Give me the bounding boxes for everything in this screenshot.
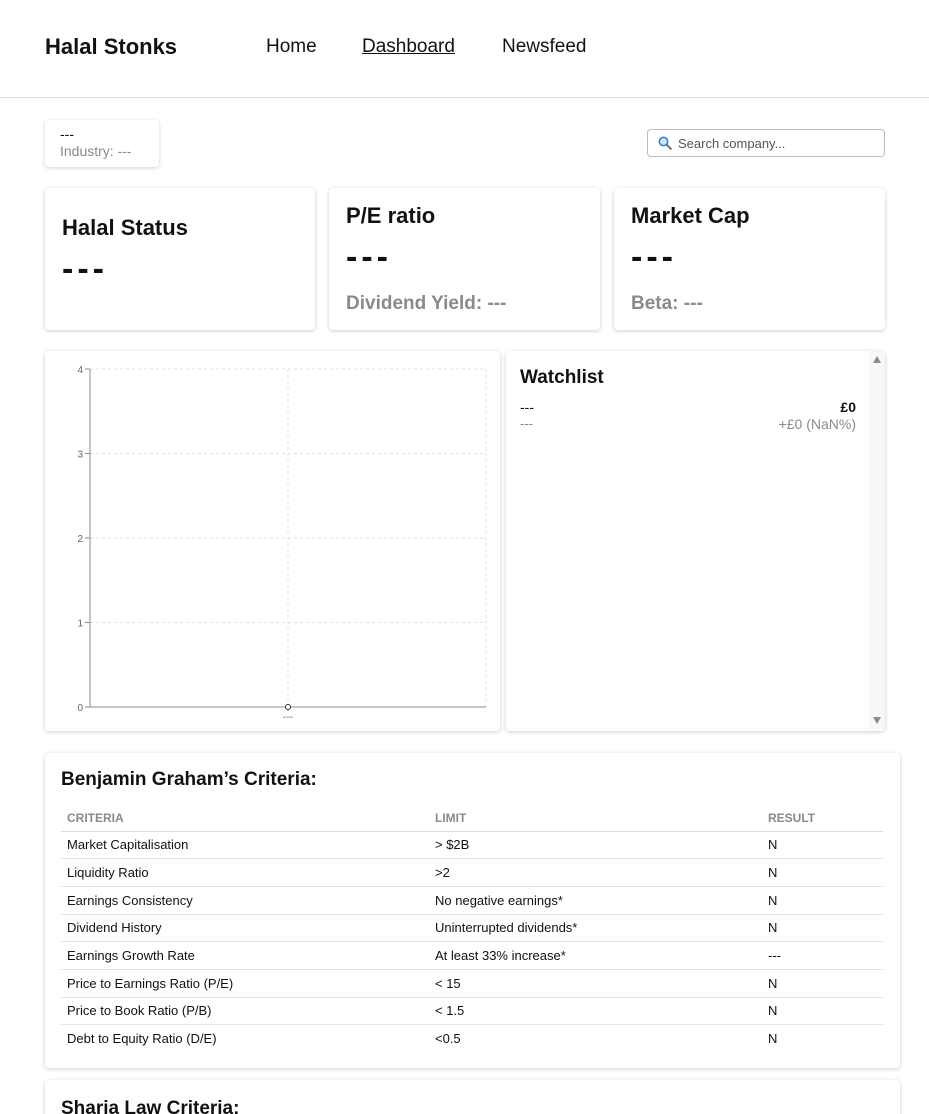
pe-ratio-value: --- (346, 238, 392, 276)
limit-cell: < 15 (429, 969, 762, 997)
price-chart-card (45, 351, 500, 731)
nav-newsfeed[interactable]: Newsfeed (502, 36, 587, 57)
table-row (61, 1025, 883, 1053)
search-box[interactable] (647, 129, 885, 157)
criteria-cell: Earnings Consistency (61, 886, 429, 914)
sharia-criteria-title: Sharia Law Criteria: (61, 1098, 240, 1114)
market-cap-card (614, 188, 885, 330)
watchlist-item-symbol: --- (520, 399, 534, 415)
table-header-row (61, 805, 883, 831)
criteria-cell: Dividend History (61, 914, 429, 942)
data-point (286, 705, 291, 710)
result-cell: N (768, 1031, 778, 1047)
table-row (61, 997, 883, 1025)
criteria-cell: Liquidity Ratio (61, 859, 429, 887)
graham-criteria-card (45, 753, 900, 1068)
halal-status-value: --- (62, 250, 108, 288)
table-row (61, 886, 883, 914)
halal-status-title: Halal Status (62, 215, 188, 240)
company-info (45, 120, 159, 167)
result-cell: N (762, 859, 883, 887)
y-tick-label: 1 (77, 618, 83, 630)
result-cell: N (762, 886, 883, 914)
criteria-cell: Earnings Growth Rate (61, 942, 429, 970)
criteria-cell: Debt to Equity Ratio (D/E) (67, 1031, 217, 1047)
market-cap-title: Market Cap (631, 203, 750, 228)
result-cell: N (762, 997, 883, 1025)
beta-value: Beta: --- (631, 293, 703, 314)
pe-ratio-title: P/E ratio (346, 203, 436, 228)
market-cap-value: --- (631, 238, 677, 276)
result-cell: --- (762, 942, 883, 970)
criteria-cell: Price to Book Ratio (P/B) (61, 997, 429, 1025)
halal-status-card (45, 188, 315, 330)
scroll-up-icon[interactable] (873, 356, 881, 363)
y-tick-label: 0 (77, 703, 83, 714)
limit-cell: Uninterrupted dividends* (429, 914, 762, 942)
column-header-result: RESULT (762, 805, 883, 831)
column-header-criteria: CRITERIA (61, 805, 429, 831)
company-name: --- (60, 126, 74, 142)
top-navbar (0, 0, 929, 98)
limit-cell: < 1.5 (429, 997, 762, 1025)
y-tick-label: 4 (77, 365, 83, 376)
watchlist-item-name: --- (520, 416, 533, 431)
table-row (61, 942, 883, 970)
search-icon (658, 136, 672, 150)
criteria-cell: Price to Earnings Ratio (P/E) (61, 969, 429, 997)
limit-cell: No negative earnings* (429, 886, 762, 914)
brand-logo[interactable]: Halal Stonks (45, 34, 178, 59)
y-tick-label: 3 (77, 449, 83, 461)
x-tick-label: --- (283, 712, 293, 723)
price-chart[interactable] (45, 351, 500, 731)
watchlist-item-change: +£0 (NaN%) (778, 416, 856, 432)
table-row (61, 859, 883, 887)
table-row (61, 831, 883, 859)
nav-dashboard[interactable]: Dashboard (362, 36, 455, 57)
graham-criteria-table (61, 805, 883, 1053)
pe-ratio-card (329, 188, 600, 330)
result-cell: N (762, 914, 883, 942)
limit-cell: > $2B (429, 831, 762, 859)
nav-home[interactable]: Home (266, 36, 317, 57)
table-row (61, 969, 883, 997)
watchlist-card (506, 351, 885, 731)
table-row (61, 914, 883, 942)
limit-cell: >2 (429, 859, 762, 887)
scroll-down-icon[interactable] (873, 717, 881, 724)
limit-cell: At least 33% increase* (429, 942, 762, 970)
watchlist-item-price: £0 (840, 399, 856, 415)
result-cell: N (762, 831, 883, 859)
limit-cell: <0.5 (435, 1031, 461, 1047)
watchlist-scrollbar[interactable] (869, 351, 885, 729)
company-industry: Industry: --- (60, 143, 132, 159)
y-tick-label: 2 (77, 534, 83, 545)
column-header-limit: LIMIT (429, 805, 762, 831)
search-input[interactable] (678, 136, 878, 151)
result-cell: N (762, 969, 883, 997)
sharia-criteria-card (45, 1080, 900, 1114)
graham-criteria-title: Benjamin Graham’s Criteria: (61, 769, 317, 790)
dividend-yield: Dividend Yield: --- (346, 293, 507, 314)
criteria-cell: Market Capitalisation (61, 831, 429, 859)
watchlist-title: Watchlist (520, 367, 604, 388)
